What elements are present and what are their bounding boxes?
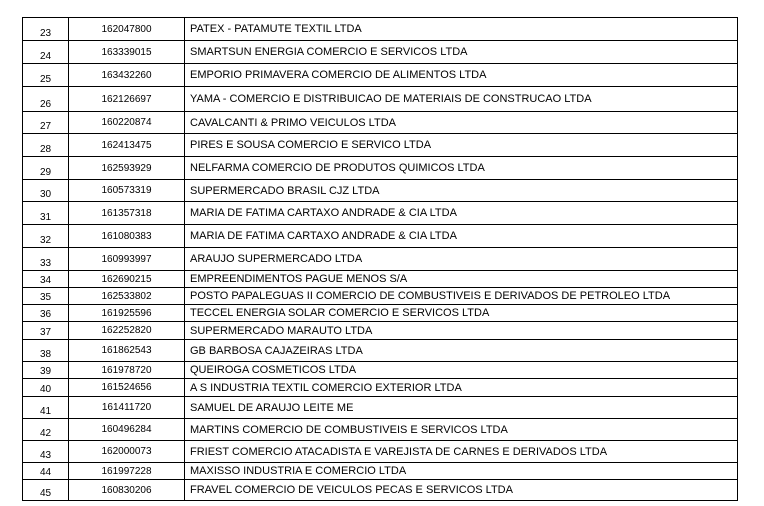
row-number-cell: 31 xyxy=(23,202,69,225)
company-name-cell: PATEX - PATAMUTE TEXTIL LTDA xyxy=(185,18,738,41)
row-number-cell: 42 xyxy=(23,419,69,441)
company-table xyxy=(22,17,738,501)
registration-code-cell: 161524656 xyxy=(69,379,185,397)
table-row xyxy=(23,362,738,379)
table-row xyxy=(23,180,738,202)
row-number-cell: 27 xyxy=(23,112,69,134)
company-table-body xyxy=(23,18,738,501)
company-name-cell: ARAUJO SUPERMERCADO LTDA xyxy=(185,248,738,271)
row-number-cell: 35 xyxy=(23,288,69,305)
table-row xyxy=(23,340,738,362)
registration-code-cell: 162533802 xyxy=(69,288,185,305)
company-name-cell: EMPREENDIMENTOS PAGUE MENOS S/A xyxy=(185,271,738,288)
registration-code-cell: 162690215 xyxy=(69,271,185,288)
table-row xyxy=(23,305,738,322)
table-row xyxy=(23,18,738,41)
registration-code-cell: 162126697 xyxy=(69,87,185,112)
registration-code-cell: 161357318 xyxy=(69,202,185,225)
registration-code-cell: 160220874 xyxy=(69,112,185,134)
company-name-cell: QUEIROGA COSMETICOS LTDA xyxy=(185,362,738,379)
table-row xyxy=(23,379,738,397)
company-name-cell: MAXISSO INDUSTRIA E COMERCIO LTDA xyxy=(185,463,738,480)
registration-code-cell: 161411720 xyxy=(69,397,185,419)
row-number-cell: 28 xyxy=(23,134,69,157)
company-name-cell: YAMA - COMERCIO E DISTRIBUICAO DE MATERIAIS DE CONSTRUCAO LTDA xyxy=(185,87,738,112)
company-name-cell: SAMUEL DE ARAUJO LEITE ME xyxy=(185,397,738,419)
registration-code-cell: 161862543 xyxy=(69,340,185,362)
registration-code-cell: 160830206 xyxy=(69,480,185,501)
row-number-cell: 33 xyxy=(23,248,69,271)
company-name-cell: EMPORIO PRIMAVERA COMERCIO DE ALIMENTOS LTDA xyxy=(185,64,738,87)
registration-code-cell: 162252820 xyxy=(69,322,185,340)
company-name-cell: NELFARMA COMERCIO DE PRODUTOS QUIMICOS LTDA xyxy=(185,157,738,180)
table-row xyxy=(23,202,738,225)
row-number-cell: 32 xyxy=(23,225,69,248)
table-row xyxy=(23,87,738,112)
table-row xyxy=(23,419,738,441)
table-row xyxy=(23,288,738,305)
row-number-cell: 26 xyxy=(23,87,69,112)
table-row xyxy=(23,271,738,288)
company-name-cell: CAVALCANTI & PRIMO VEICULOS LTDA xyxy=(185,112,738,134)
table-row xyxy=(23,463,738,480)
registration-code-cell: 162413475 xyxy=(69,134,185,157)
table-row xyxy=(23,225,738,248)
row-number-cell: 40 xyxy=(23,379,69,397)
company-name-cell: GB BARBOSA CAJAZEIRAS LTDA xyxy=(185,340,738,362)
row-number-cell: 45 xyxy=(23,480,69,501)
company-name-cell: A S INDUSTRIA TEXTIL COMERCIO EXTERIOR LTDA xyxy=(185,379,738,397)
row-number-cell: 37 xyxy=(23,322,69,340)
registration-code-cell: 162047800 xyxy=(69,18,185,41)
company-name-cell: FRIEST COMERCIO ATACADISTA E VAREJISTA DE CARNES E DERIVADOS LTDA xyxy=(185,441,738,463)
company-name-cell: SMARTSUN ENERGIA COMERCIO E SERVICOS LTDA xyxy=(185,41,738,64)
table-row xyxy=(23,480,738,501)
company-name-cell: POSTO PAPALEGUAS II COMERCIO DE COMBUSTIVEIS E DERIVADOS DE PETROLEO LTDA xyxy=(185,288,738,305)
row-number-cell: 24 xyxy=(23,41,69,64)
row-number-cell: 43 xyxy=(23,441,69,463)
row-number-cell: 41 xyxy=(23,397,69,419)
table-row xyxy=(23,441,738,463)
company-name-cell: PIRES E SOUSA COMERCIO E SERVICO LTDA xyxy=(185,134,738,157)
row-number-cell: 30 xyxy=(23,180,69,202)
table-row xyxy=(23,157,738,180)
company-name-cell: SUPERMERCADO MARAUTO LTDA xyxy=(185,322,738,340)
registration-code-cell: 161925596 xyxy=(69,305,185,322)
company-name-cell: FRAVEL COMERCIO DE VEICULOS PECAS E SERVICOS LTDA xyxy=(185,480,738,501)
table-row xyxy=(23,134,738,157)
registration-code-cell: 161080383 xyxy=(69,225,185,248)
table-row xyxy=(23,41,738,64)
registration-code-cell: 163432260 xyxy=(69,64,185,87)
registration-code-cell: 162593929 xyxy=(69,157,185,180)
company-name-cell: MARTINS COMERCIO DE COMBUSTIVEIS E SERVICOS LTDA xyxy=(185,419,738,441)
registration-code-cell: 160993997 xyxy=(69,248,185,271)
registration-code-cell: 161978720 xyxy=(69,362,185,379)
registration-code-cell: 163339015 xyxy=(69,41,185,64)
row-number-cell: 39 xyxy=(23,362,69,379)
company-name-cell: TECCEL ENERGIA SOLAR COMERCIO E SERVICOS LTDA xyxy=(185,305,738,322)
table-row xyxy=(23,322,738,340)
row-number-cell: 44 xyxy=(23,463,69,480)
table-row xyxy=(23,112,738,134)
company-name-cell: MARIA DE FATIMA CARTAXO ANDRADE & CIA LTDA xyxy=(185,202,738,225)
registration-code-cell: 160496284 xyxy=(69,419,185,441)
row-number-cell: 34 xyxy=(23,271,69,288)
company-name-cell: SUPERMERCADO BRASIL CJZ LTDA xyxy=(185,180,738,202)
row-number-cell: 23 xyxy=(23,18,69,41)
table-row xyxy=(23,248,738,271)
row-number-cell: 38 xyxy=(23,340,69,362)
table-row xyxy=(23,64,738,87)
registration-code-cell: 160573319 xyxy=(69,180,185,202)
row-number-cell: 36 xyxy=(23,305,69,322)
registration-code-cell: 161997228 xyxy=(69,463,185,480)
row-number-cell: 29 xyxy=(23,157,69,180)
company-name-cell: MARIA DE FATIMA CARTAXO ANDRADE & CIA LTDA xyxy=(185,225,738,248)
table-row xyxy=(23,397,738,419)
registration-code-cell: 162000073 xyxy=(69,441,185,463)
row-number-cell: 25 xyxy=(23,64,69,87)
